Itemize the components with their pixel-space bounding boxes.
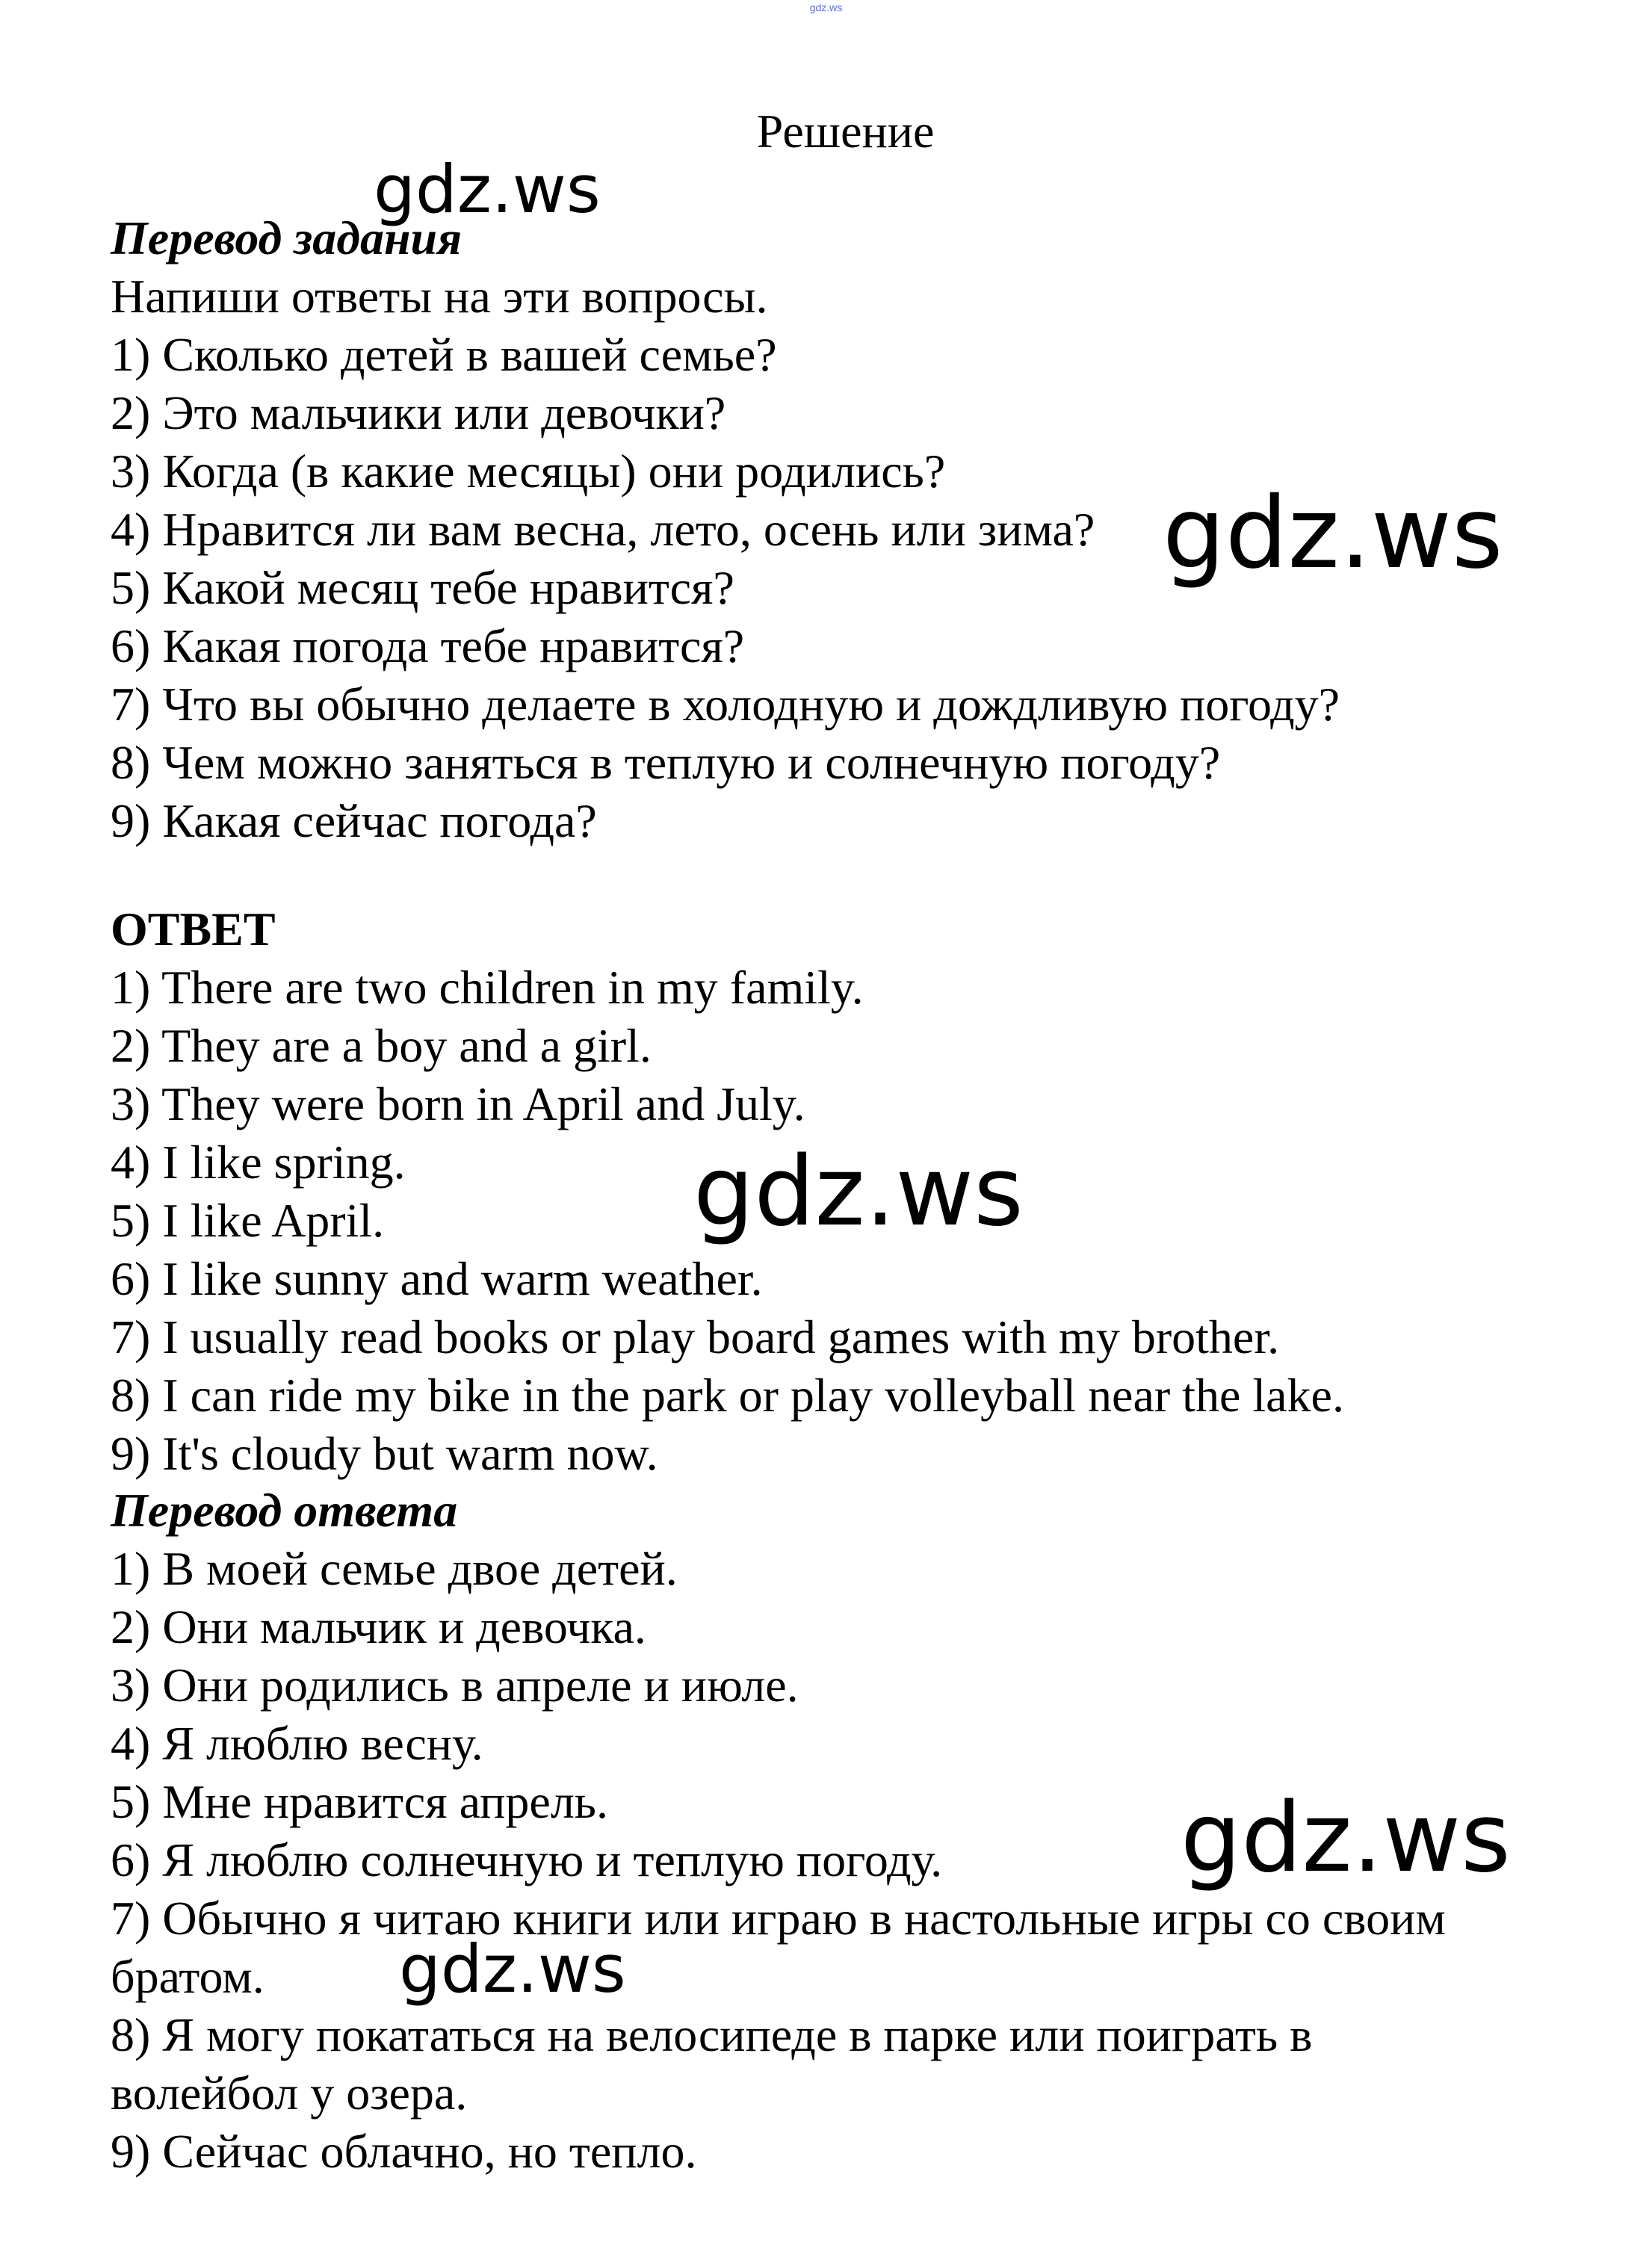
answer-heading: ОТВЕТ — [111, 903, 276, 956]
answer-line: 9) It's cloudy but warm now. — [111, 1427, 658, 1480]
answer-line: 3) They were born in April and July. — [111, 1077, 805, 1130]
question-line: 6) Какая погода тебе нравится? — [111, 619, 745, 672]
answer-line: 7) I usually read books or play board games with my brother. — [111, 1310, 1280, 1363]
translation-line: 7) Обычно я читаю книги или играю в настольные игры со своим — [111, 1892, 1446, 1945]
question-line: 5) Какой месяц тебе нравится? — [111, 561, 734, 614]
question-line: 2) Это мальчики или девочки? — [111, 386, 726, 439]
answer-line: 8) I can ride my bike in the park or play volleyball near the lake. — [111, 1369, 1344, 1422]
translation-line: волейбол у озера. — [111, 2066, 468, 2120]
question-line: 8) Чем можно заняться в теплую и солнечную погоду? — [111, 736, 1221, 789]
question-line: 9) Какая сейчас погода? — [111, 794, 597, 847]
page-title: Решение — [756, 105, 935, 158]
watermark: gdz.ws — [1181, 1783, 1511, 1894]
header-watermark: gdz.ws — [809, 1, 843, 13]
answer-line: 1) There are two children in my family. — [111, 961, 864, 1014]
translation-line: 5) Мне нравится апрель. — [111, 1775, 608, 1828]
translation-line: 3) Они родились в апреле и июле. — [111, 1659, 799, 1712]
watermark: gdz.ws — [374, 151, 601, 228]
translation-line: 4) Я люблю весну. — [111, 1717, 483, 1770]
translation-line: 1) В моей семье двое детей. — [111, 1542, 678, 1595]
watermark: gdz.ws — [693, 1136, 1024, 1248]
answer-line: 4) I like spring. — [111, 1136, 406, 1189]
translation-line: 6) Я люблю солнечную и теплую погоду. — [111, 1833, 943, 1886]
translation-line: братом. — [111, 1950, 264, 2003]
watermark: gdz.ws — [1163, 476, 1503, 591]
translation-heading: Перевод ответа — [111, 1484, 458, 1537]
question-line: 7) Что вы обычно делаете в холодную и дождливую погоду? — [111, 678, 1340, 731]
answer-line: 5) I like April. — [111, 1194, 385, 1247]
watermark: gdz.ws — [399, 1931, 626, 2007]
translation-line: 8) Я могу покататься на велосипеде в парке или поиграть в — [111, 2008, 1313, 2061]
question-line: 3) Когда (в какие месяцы) они родились? — [111, 445, 946, 498]
answer-line: 2) They are a boy and a girl. — [111, 1019, 652, 1072]
translation-line: 2) Они мальчик и девочка. — [111, 1600, 646, 1653]
task-intro: Напиши ответы на эти вопросы. — [111, 270, 768, 323]
question-line: 4) Нравится ли вам весна, лето, осень или зима? — [111, 503, 1095, 556]
question-line: 1) Сколько детей в вашей семье? — [111, 328, 777, 381]
translation-line: 9) Сейчас облачно, но тепло. — [111, 2125, 697, 2178]
task-heading: Перевод задания — [111, 211, 463, 264]
answer-line: 6) I like sunny and warm weather. — [111, 1252, 763, 1305]
